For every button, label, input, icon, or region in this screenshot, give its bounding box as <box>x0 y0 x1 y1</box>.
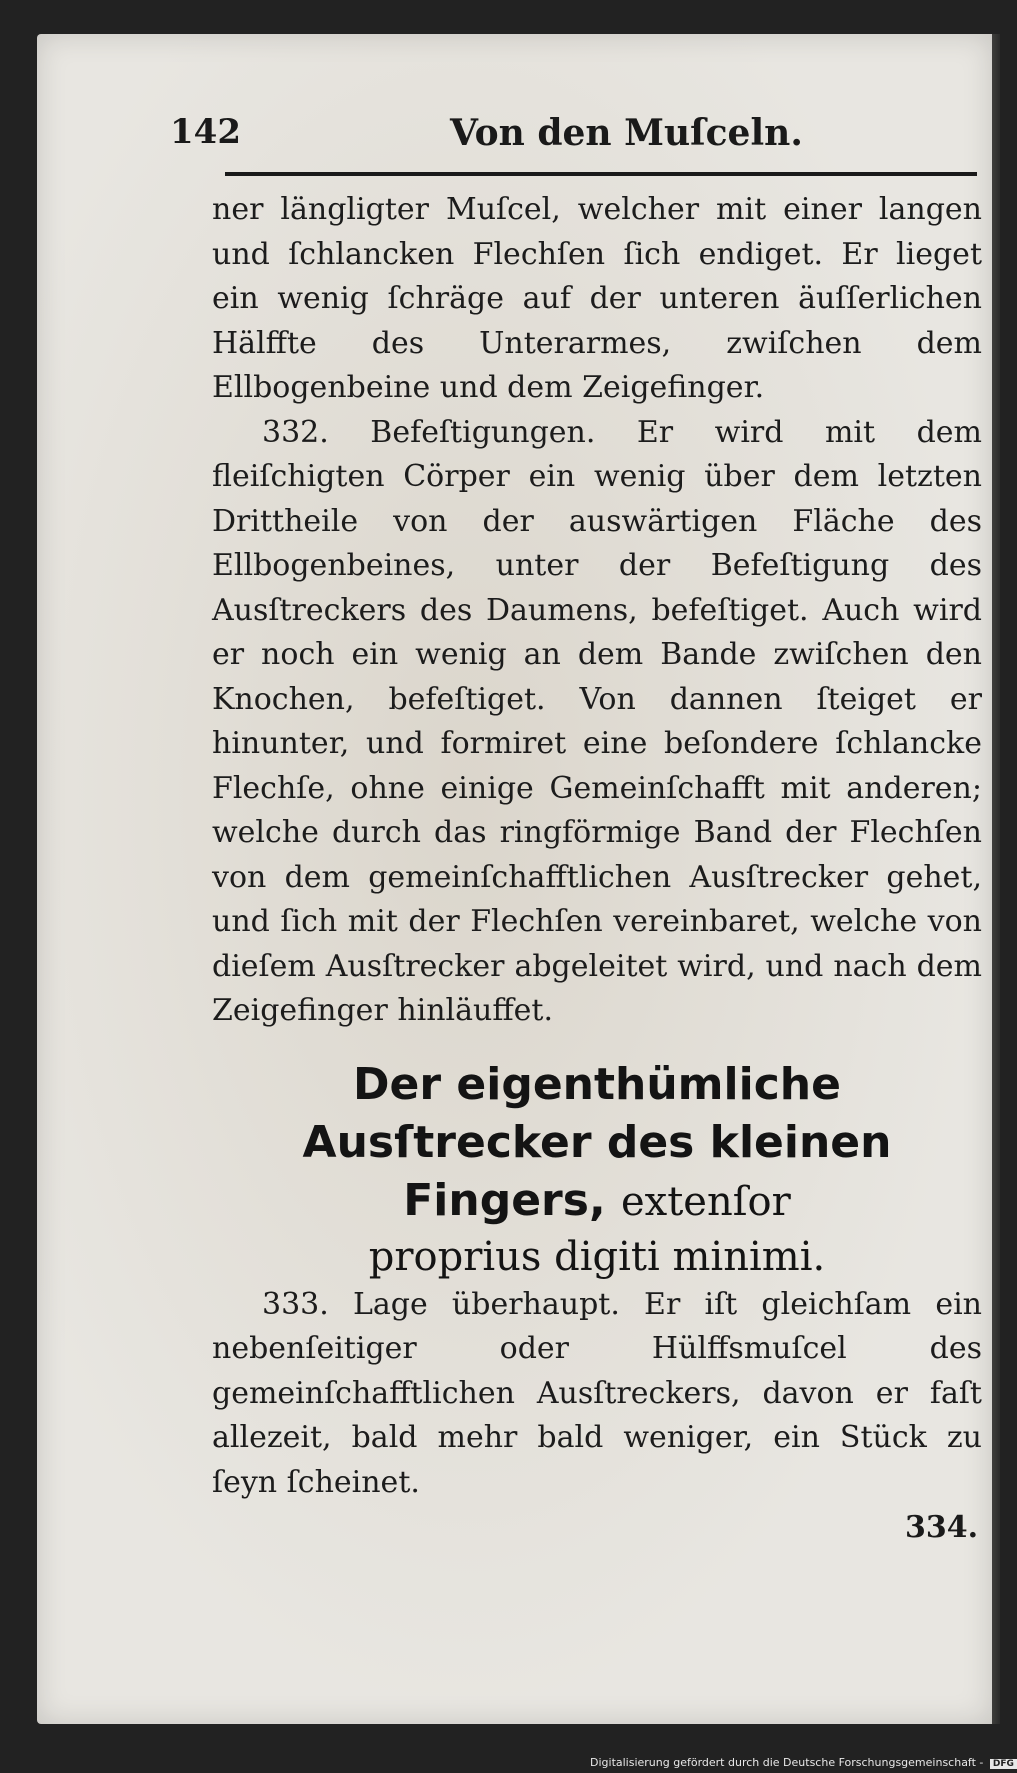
heading-latin-a: extenſor <box>620 1178 791 1225</box>
heading-latin-b: proprius digiti minimi. <box>368 1233 826 1280</box>
dfg-logo: DFG <box>990 1759 1017 1769</box>
page-number: 142 <box>170 112 241 152</box>
section-heading <box>212 1056 982 1283</box>
paragraph-332: 332. Befeſtigungen. Er wird mit dem fleiſchigten Cörper ein wenig über dem letzten Drittheile von der auswärtigen Fläche des Ellbogenbeines, unter der Befeſtigung des Ausſtreckers des Daumens, befeſtiget. Auch wird er noch ein wenig an dem Bande zwiſchen den Knochen, befeſtiget. Von dannen ſteiget er hinunter, und formiret eine beſondere ſchlancke Flechſe, ohne einige Gemeinſchafft mit anderen; welche durch das ringförmige Band der Flechſen von dem gemeinſchafftlichen Ausſtrecker gehet, und ſich mit der Flechſen vereinbaret, welche von dieſem Ausſtrecker abgeleitet wird, und nach dem Zeigefinger hinläuffet. <box>212 414 982 1028</box>
header-rule <box>225 172 977 176</box>
page-header <box>170 112 985 162</box>
heading-german: Der eigenthümliche Ausſtrecker des kleinen Fingers, <box>302 1058 892 1226</box>
footer-credit: Digitalisierung gefördert durch die Deutsche Forschungsgemeinschaft - <box>590 1756 984 1769</box>
paragraph-331-continued: ner längligter Muſcel, welcher mit einer langen und ſchlancken Flechſen ſich endiget. Er lieget ein wenig ſchräge auf der unteren äuſſerlichen Hälffte des Unterarmes, zwiſchen dem Ellbogenbeine und dem Zeigefinger. <box>212 192 982 405</box>
body-text <box>212 188 982 1505</box>
digitization-footer <box>590 1756 1014 1773</box>
running-title: Von den Muſceln. <box>450 112 803 154</box>
paragraph-333: 333. Lage überhaupt. Er iſt gleichſam ein nebenſeitiger oder Hülffsmuſcel des gemeinſchafftlichen Ausſtreckers, davon er faſt allezeit, bald mehr bald weniger, ein Stück zu ſeyn ſcheinet. <box>212 1286 982 1500</box>
catchword: 334. <box>905 1510 979 1545</box>
